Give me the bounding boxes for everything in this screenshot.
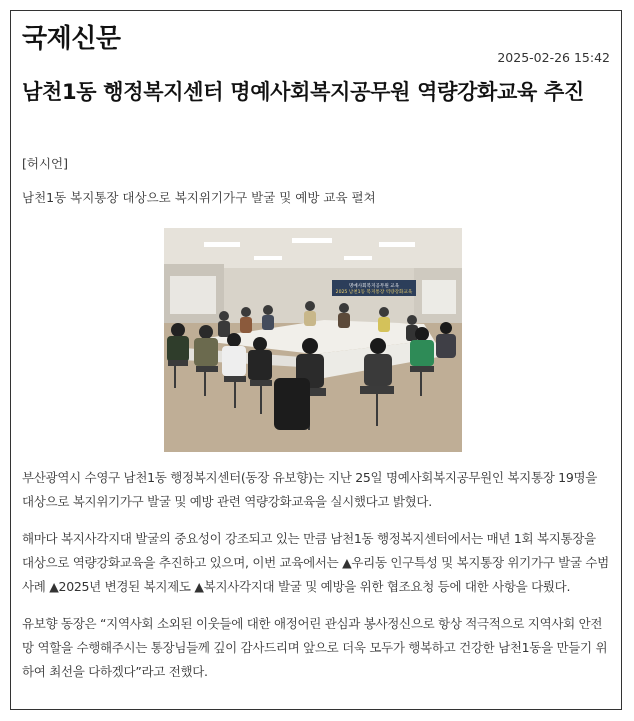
photo-banner-text-2: 2025 남천1동 복지통장 역량강화교육 <box>335 290 413 295</box>
article-paragraph: 부산광역시 수영구 남천1동 행정복지센터(동장 유보향)는 지난 25일 명예사회복지공무원인 복지통장 19명을 대상으로 복지위기가구 발굴 및 예방 관련 역량강화교육을 실시했다고 밝혔다. <box>22 470 598 509</box>
publish-date: 2025-02-26 15:42 <box>497 50 610 65</box>
article-body <box>22 466 610 697</box>
article-paragraph: 유보향 동장은 “지역사회 소외된 이웃들에 대한 애정어린 관심과 봉사정신으로 항상 적극적으로 지역사회 안전망 역할을 수행해주시는 통장님들께 깊이 감사드리며 앞으로 더욱 모두가 행복하고 건강한 남천1동을 만들기 위하여 최선을 다하겠다”라고 전했다. <box>22 616 608 679</box>
reporter-name: [허시언] <box>22 156 68 171</box>
article-subtitle: 남천1동 복지통장 대상으로 복지위기가구 발굴 및 예방 교육 펼쳐 <box>22 190 376 205</box>
article-paragraph: 해마다 복지사각지대 발굴의 중요성이 강조되고 있는 만큼 남천1동 행정복지센터에서는 매년 1회 복지통장을 대상으로 역량강화교육을 추진하고 있으며, 이번 교육에서는 ▲우리동 인구특성 및 복지통장 위기가구 발굴 수범사례 ▲2025년 변경된 복지제도 ▲복지사각지대 발굴 및 예방을 위한 협조요청 등에 대한 사항을 다뤘다. <box>22 531 609 594</box>
article-photo <box>164 228 462 452</box>
photo-banner-text-1: 명예사회복지공무원 교육 <box>348 284 400 289</box>
article-title: 남천1동 행정복지센터 명예사회복지공무원 역량강화교육 추진 <box>22 80 584 104</box>
masthead-logo[interactable]: 국제신문 <box>22 24 121 54</box>
